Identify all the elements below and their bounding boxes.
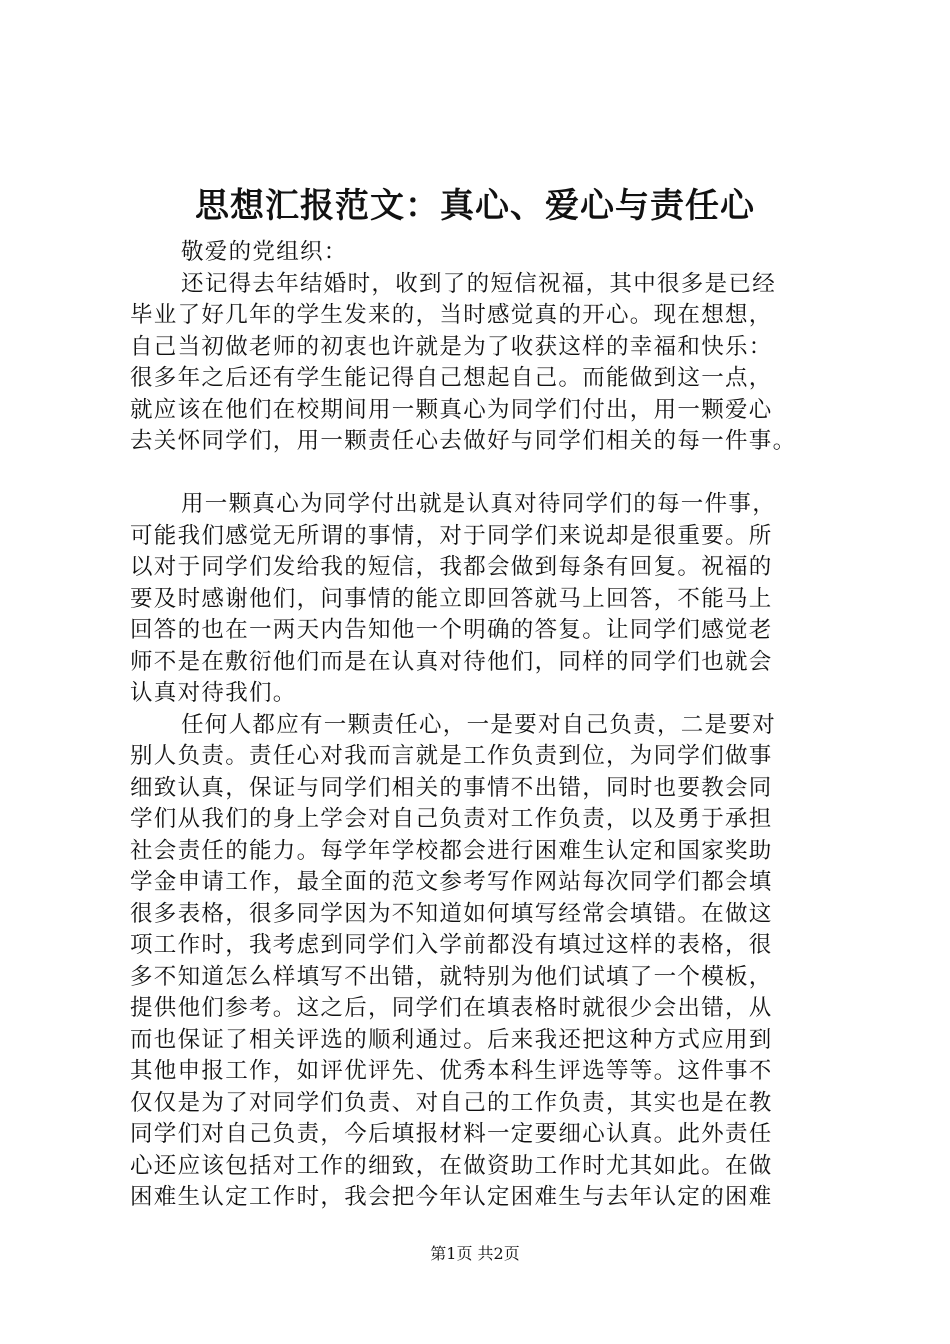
paragraph-line: 提供他们参考。这之后，同学们在填表格时就很少会出错，从: [130, 995, 773, 1021]
paragraph-line: 任何人都应有一颗责任心，一是要对自己负责，二是要对: [181, 711, 777, 738]
paragraph-line: 细致认真，保证与同学们相关的事情不出错，同时也要教会同: [130, 774, 773, 801]
paragraph-line: 学们从我们的身上学会对自己负责对工作负责，以及勇于承担: [130, 806, 773, 832]
paragraph-line: 项工作时，我考虑到同学们入学前都没有填过这样的表格，很: [130, 932, 773, 958]
paragraph-line: 同学们对自己负责，今后填报材料一定要细心认真。此外责任: [130, 1121, 773, 1147]
paragraph-line: 困难生认定工作时，我会把今年认定困难生与去年认定的困难: [130, 1184, 773, 1210]
paragraph-line: 就应该在他们在校期间用一颗真心为同学们付出，用一颗爱心: [130, 396, 773, 423]
paragraph-line: 用一颗真心为同学付出就是认真对待同学们的每一件事，: [181, 491, 777, 517]
paragraph-line: 心还应该包括对工作的细致，在做资助工作时尤其如此。在做: [130, 1152, 773, 1179]
paragraph-line: 回答的也在一两天内告知他一个明确的答复。让同学们感觉老: [130, 617, 773, 643]
paragraph-line: 别人负责。责任心对我而言就是工作负责到位，为同学们做事: [130, 743, 773, 769]
paragraph-line: 社会责任的能力。每学年学校都会进行困难生认定和国家奖助: [130, 837, 773, 864]
paragraph-line: 认真对待我们。: [130, 680, 297, 706]
paragraph-line: 还记得去年结婚时，收到了的短信祝福，其中很多是已经: [181, 270, 777, 297]
document-title: 思想汇报范文：真心、爱心与责任心: [195, 186, 755, 226]
paragraph-line: 其他申报工作，如评优评先、优秀本科生评选等等。这件事不: [130, 1058, 773, 1084]
paragraph-2: [130, 489, 860, 710]
paragraph-line: 而也保证了相关评选的顺利通过。后来我还把这种方式应用到: [130, 1026, 773, 1053]
paragraph-line: 以对于同学们发给我的短信，我都会做到每条有回复。祝福的: [130, 554, 773, 580]
paragraph-3: [130, 710, 860, 1214]
salutation: 敬爱的党组织：: [181, 239, 348, 265]
paragraph-line: 去关怀同学们，用一颗责任心去做好与同学们相关的每一件事。: [130, 428, 797, 454]
paragraph-line: 很多表格，很多同学因为不知道如何填写经常会填错。在做这: [130, 900, 773, 927]
paragraph-line: 师不是在敷衍他们而是在认真对待他们，同样的同学们也就会: [130, 648, 773, 675]
paragraph-line: 仅仅是为了对同学们负责、对自己的工作负责，其实也是在教: [130, 1089, 773, 1116]
paragraph-line: 要及时感谢他们，问事情的能立即回答就马上回答，不能马上: [130, 585, 773, 612]
paragraph-1: [130, 269, 860, 458]
paragraph-line: 多不知道怎么样填写不出错，就特别为他们试填了一个模板，: [130, 963, 773, 990]
paragraph-line: 学金申请工作，最全面的范文参考写作网站每次同学们都会填: [130, 869, 773, 895]
paragraph-line: 可能我们感觉无所谓的事情，对于同学们来说却是很重要。所: [130, 522, 773, 549]
paragraph-spacer: [130, 458, 860, 490]
paragraph-line: 毕业了好几年的学生发来的，当时感觉真的开心。现在想想，: [130, 302, 773, 328]
page-footer: 第1页 共2页: [430, 1244, 520, 1263]
paragraph-line: 自己当初做老师的初衷也许就是为了收获这样的幸福和快乐：: [130, 333, 773, 360]
document-body: [130, 237, 860, 1214]
paragraph-line: 很多年之后还有学生能记得自己想起自己。而能做到这一点，: [130, 365, 773, 391]
